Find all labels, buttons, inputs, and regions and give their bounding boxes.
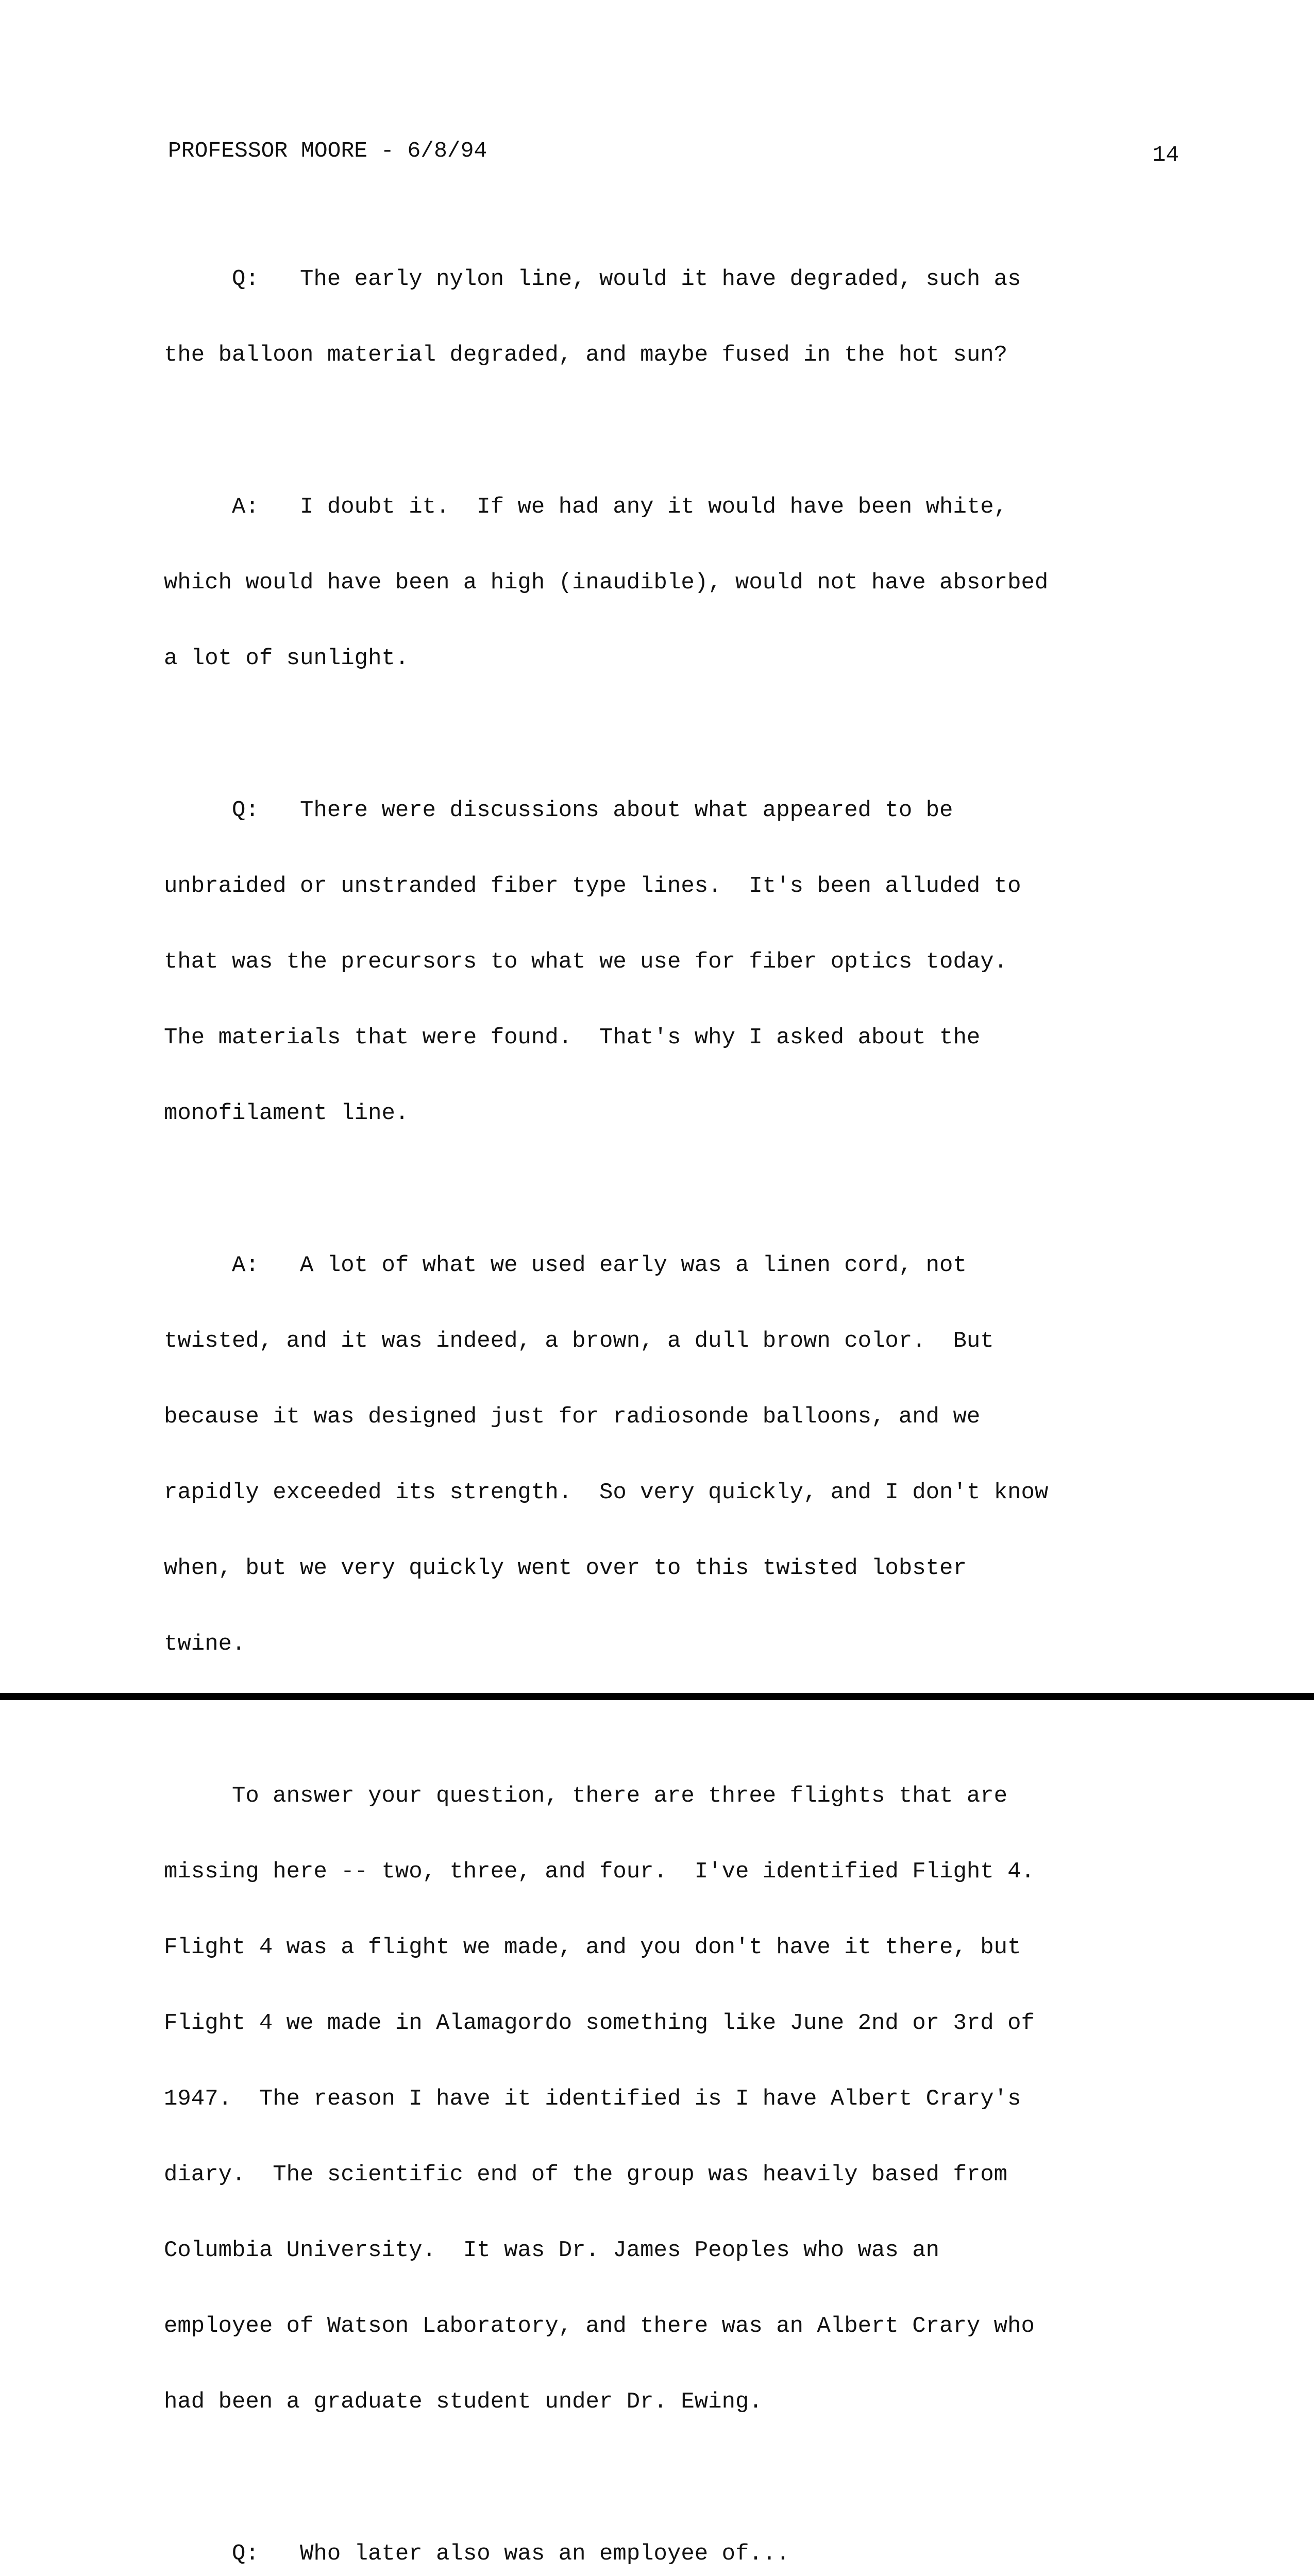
text-line: employee of Watson Laboratory, and there was an Albert Crary who — [164, 2313, 1035, 2339]
paragraph — [164, 1202, 1210, 1707]
text-line: A: I doubt it. If we had any it would have been white, — [164, 494, 1008, 520]
transcript-body — [164, 216, 1210, 2576]
text-line: when, but we very quickly went over to this twisted lobster — [164, 1555, 967, 1581]
paragraph — [164, 444, 1210, 722]
header-title: PROFESSOR MOORE - 6/8/94 — [168, 138, 487, 163]
paragraph — [164, 216, 1210, 418]
text-line: unbraided or unstranded fiber type lines. It's been alluded to — [164, 873, 1021, 899]
text-line: twisted, and it was indeed, a brown, a dull brown color. But — [164, 1328, 994, 1354]
paragraph — [164, 1733, 1210, 2465]
text-line: the balloon material degraded, and maybe fused in the hot sun? — [164, 342, 1008, 368]
page-number: 14 — [1152, 142, 1179, 167]
page-header — [168, 138, 1179, 169]
text-line: A: A lot of what we used early was a linen cord, not — [164, 1252, 967, 1278]
text-line: twine. — [164, 1631, 246, 1657]
text-line: because it was designed just for radiosonde balloons, and we — [164, 1404, 981, 1430]
paragraph — [164, 2491, 1210, 2576]
scan-edge-bar — [0, 1693, 1314, 1700]
text-line: Flight 4 we made in Alamagordo something like June 2nd or 3rd of — [164, 2010, 1035, 2036]
text-line: The materials that were found. That's why I asked about the — [164, 1025, 981, 1050]
text-line: which would have been a high (inaudible), would not have absorbed — [164, 570, 1049, 596]
text-line: diary. The scientific end of the group was heavily based from — [164, 2162, 1008, 2188]
text-line: rapidly exceeded its strength. So very quickly, and I don't know — [164, 1480, 1049, 1505]
text-line: Q: There were discussions about what appeared to be — [164, 798, 953, 823]
text-line: a lot of sunlight. — [164, 646, 409, 671]
text-line: To answer your question, there are three flights that are — [164, 1783, 1008, 1809]
text-line: missing here -- two, three, and four. I've identified Flight 4. — [164, 1859, 1035, 1885]
text-line: had been a graduate student under Dr. Ewing. — [164, 2389, 763, 2415]
text-line: that was the precursors to what we use for fiber optics today. — [164, 949, 1008, 975]
text-line: Q: Who later also was an employee of... — [164, 2541, 790, 2567]
text-line: 1947. The reason I have it identified is I have Albert Crary's — [164, 2086, 1021, 2112]
text-line: Q: The early nylon line, would it have degraded, such as — [164, 266, 1021, 292]
text-line: Columbia University. It was Dr. James Peoples who was an — [164, 2238, 940, 2263]
text-line: monofilament line. — [164, 1100, 409, 1126]
paragraph — [164, 748, 1210, 1177]
text-line: Flight 4 was a flight we made, and you don't have it there, but — [164, 1935, 1021, 1960]
